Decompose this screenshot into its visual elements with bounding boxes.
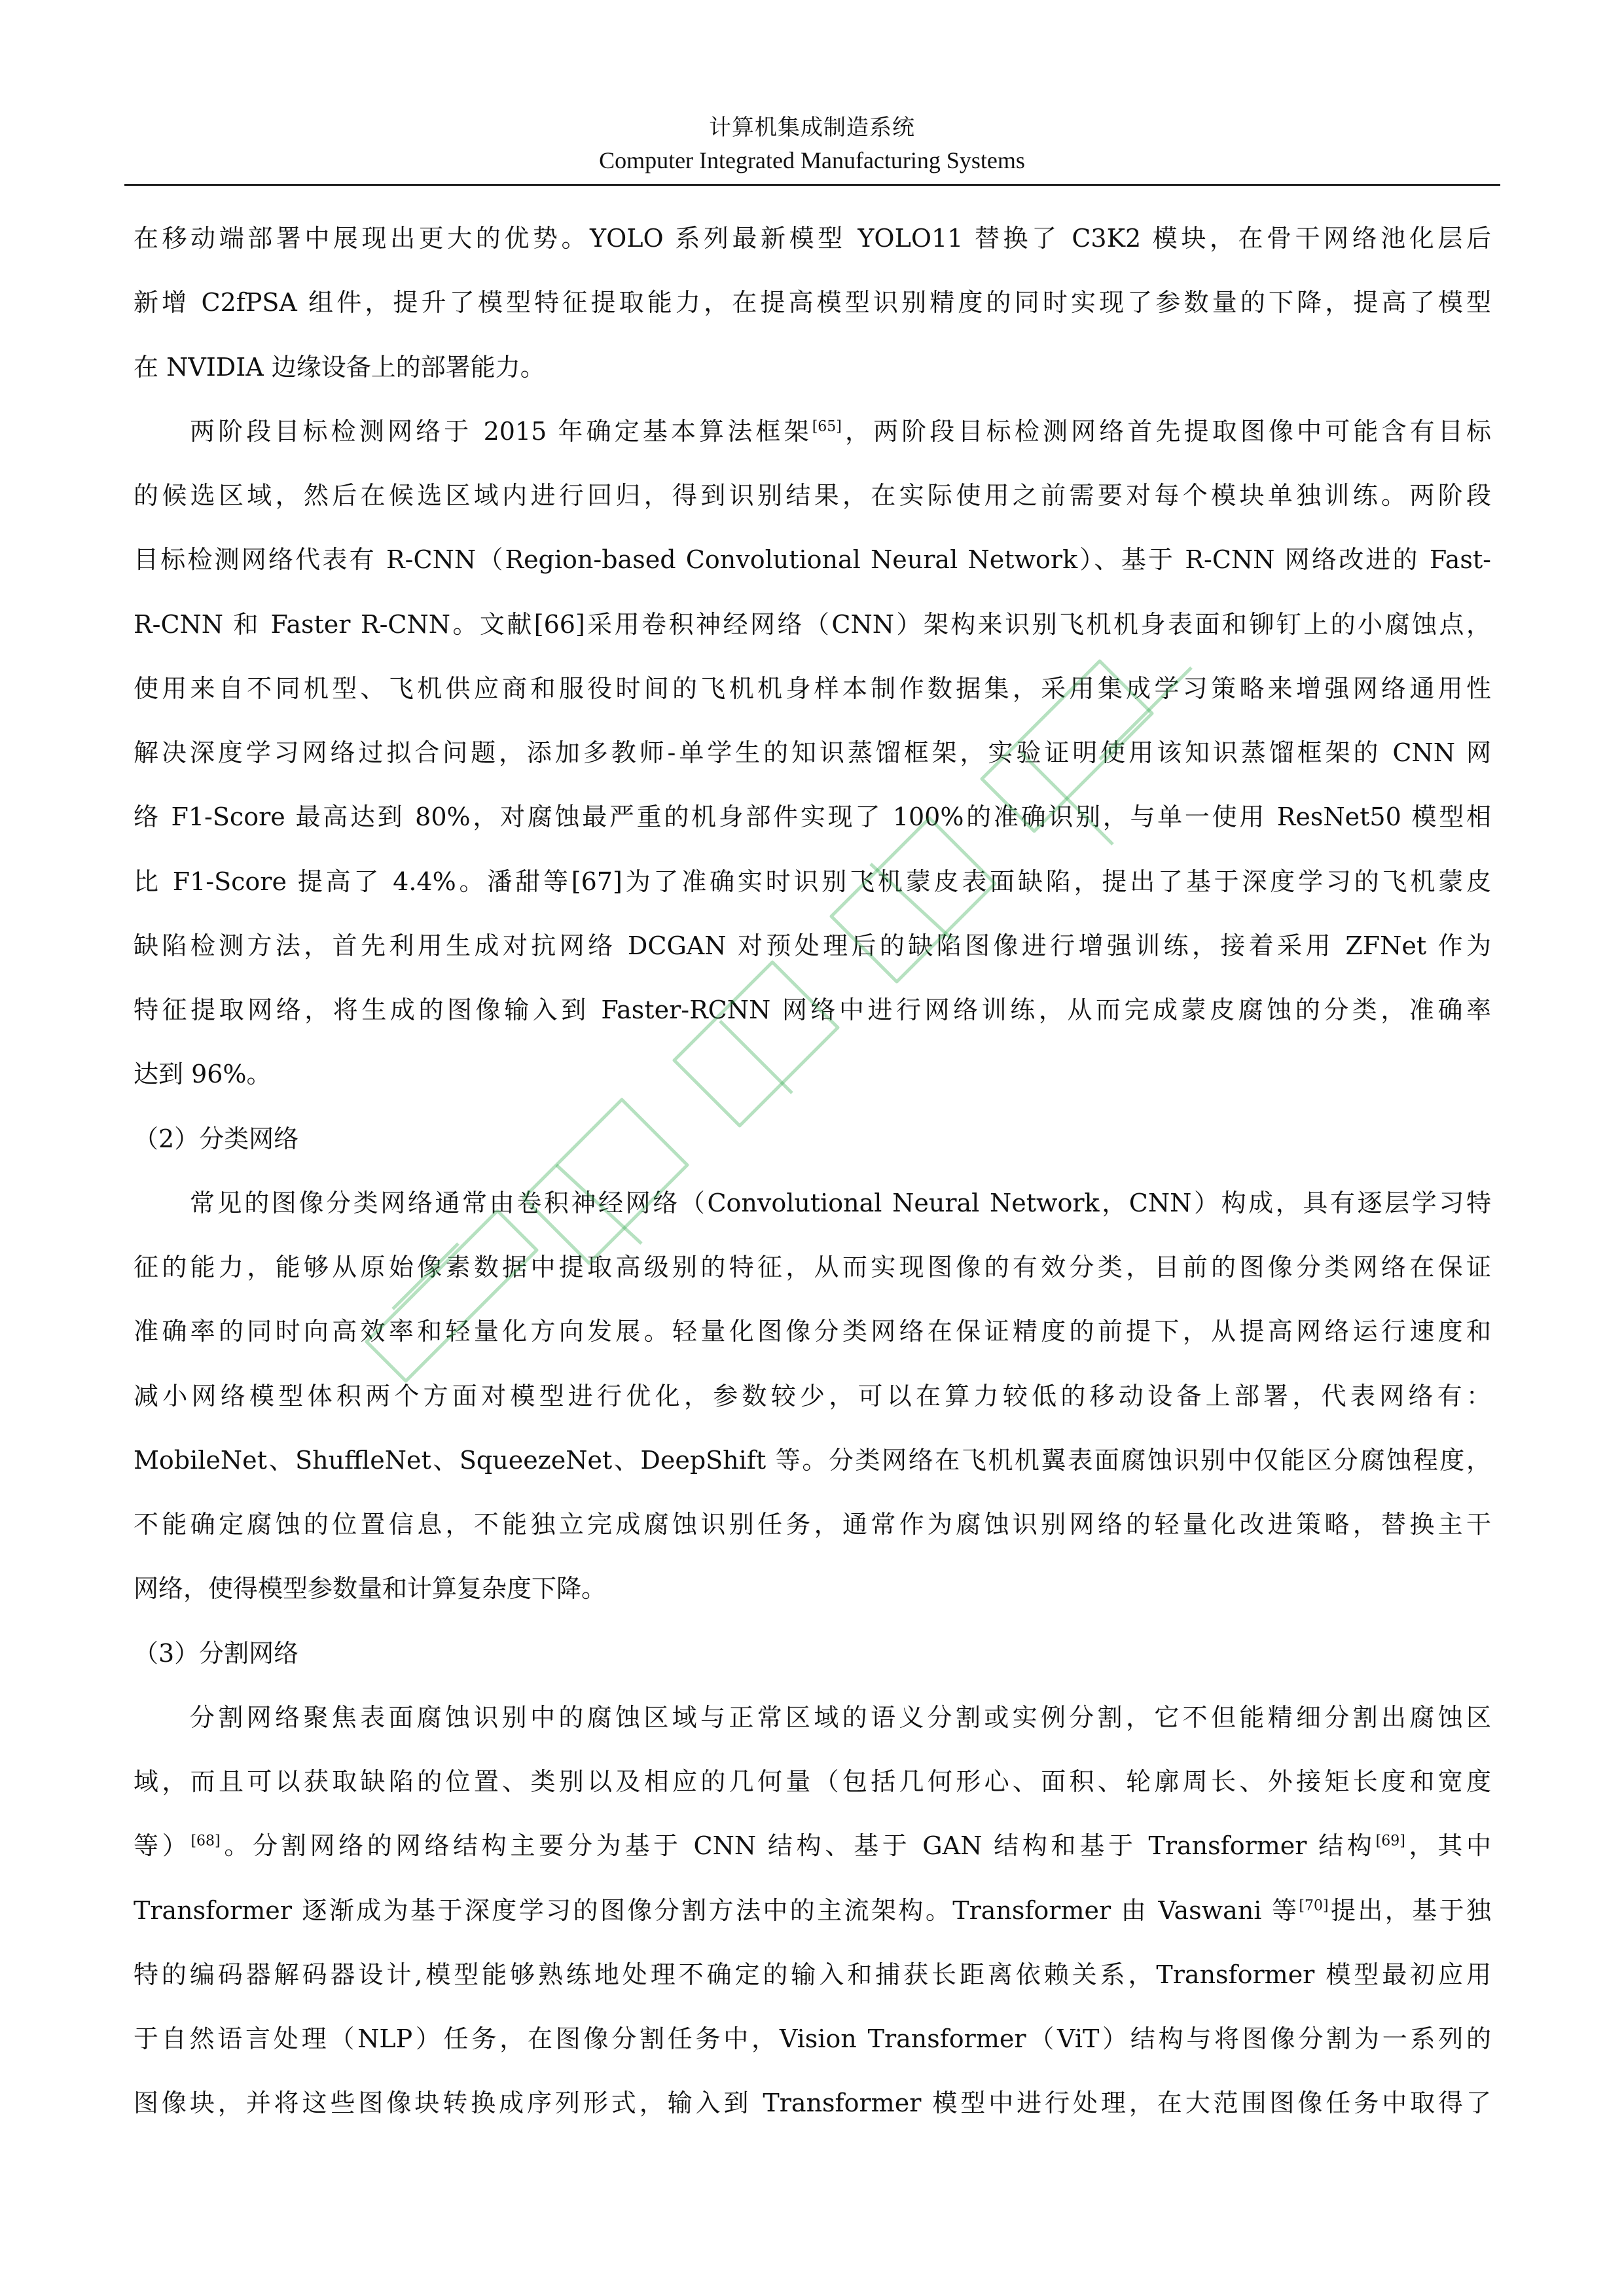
text-line <box>134 726 1491 779</box>
line-text: 在移动端部署中展现出更大的优势。YOLO 系列最新模型 YOLO11 替换了 C3K2 模块，在骨干网络池化层后 <box>134 224 1491 253</box>
text-line <box>134 1948 1491 2001</box>
line-text: 常见的图像分类网络通常由卷积神经网络（Convolutional Neural Network，CNN）构成，具有逐层学习特 <box>190 1188 1491 1217</box>
text-line <box>134 2013 1491 2065</box>
line-text: 两阶段目标检测网络于 2015 年确定基本算法框架 <box>190 416 812 446</box>
line-text: （2）分类网络 <box>134 1124 299 1153</box>
text-line <box>134 855 1491 908</box>
text-line <box>134 1305 1491 1357</box>
text-line <box>134 2077 1491 2129</box>
text-line <box>134 1627 298 1679</box>
text-line <box>190 405 1491 457</box>
text-line <box>134 791 1491 843</box>
text-line <box>134 276 1491 329</box>
line-text: 缺陷检测方法，首先利用生成对抗网络 DCGAN 对预处理后的缺陷图像进行增强训练，接着采用 ZFNet 作为 <box>134 931 1491 960</box>
line-text: 网络，使得模型参数量和计算复杂度下降。 <box>134 1574 607 1604</box>
text-line <box>134 1755 1491 1808</box>
header-divider <box>124 184 1500 186</box>
text-line <box>134 212 1491 264</box>
line-text: 特征提取网络，将生成的图像输入到 Faster-RCNN 网络中进行网络训练，从而完成蒙皮腐蚀的分类，准确率 <box>134 996 1491 1024</box>
text-line <box>134 1048 272 1100</box>
text-line <box>134 1884 1491 1937</box>
line-text: 征的能力，能够从原始像素数据中提取高级别的特征，从而实现图像的有效分类，目前的图像分类网络在保证 <box>134 1253 1491 1282</box>
line-text: 特的编码器解码器设计,模型能够熟练地处理不确定的输入和捕获长距离依赖关系，Transformer 模型最初应用 <box>134 1960 1491 1989</box>
line-text: 解决深度学习网络过拟合问题，添加多教师-单学生的知识蒸馏框架，实验证明使用该知识蒸馏框架的 CNN 网 <box>134 738 1491 767</box>
line-text: Transformer 逐渐成为基于深度学习的图像分割方法中的主流架构。Transformer 由 Vaswani 等 <box>134 1895 1299 1925</box>
line-text: ，其中 <box>1405 1831 1491 1861</box>
text-line <box>134 533 1491 586</box>
line-text: 使用来自不同机型、飞机供应商和服役时间的飞机机身样本制作数据集，采用集成学习策略来增强网络通用性 <box>134 673 1491 703</box>
text-line <box>134 1562 606 1615</box>
journal-title-zh: 计算机集成制造系统 <box>709 115 915 141</box>
line-text: 达到 96%。 <box>134 1060 272 1089</box>
citation-ref: [68] <box>190 1833 221 1850</box>
text-line <box>134 662 1491 715</box>
line-text: 等） <box>134 1831 191 1861</box>
text-line <box>134 1434 1491 1486</box>
text-line <box>190 1177 1491 1229</box>
text-line <box>134 469 1491 522</box>
line-text: 不能确定腐蚀的位置信息，不能独立完成腐蚀识别任务，通常作为腐蚀识别网络的轻量化改进策略，替换主干 <box>134 1510 1491 1539</box>
citation-ref: [65] <box>812 418 842 435</box>
line-text: 减小网络模型体积两个方面对模型进行优化，参数较少，可以在算力较低的移动设备上部署，代表网络有： <box>134 1381 1491 1410</box>
line-text: 准确率的同时向高效率和轻量化方向发展。轻量化图像分类网络在保证精度的前提下，从提高网络运行速度和 <box>134 1317 1491 1346</box>
line-text: 新增 C2fPSA 组件，提升了模型特征提取能力，在提高模型识别精度的同时实现了参数量的下降，提高了模型 <box>134 288 1491 317</box>
citation-ref: [70] <box>1299 1897 1329 1914</box>
line-text: 目标检测网络代表有 R-CNN（Region-based Convolutional Neural Network）、基于 R-CNN 网络改进的 Fast- <box>134 545 1491 575</box>
text-line <box>134 1820 1491 1872</box>
line-text: 图像块，并将这些图像块转换成序列形式，输入到 Transformer 模型中进行处理，在大范围图像任务中取得了 <box>134 2089 1491 2118</box>
text-line <box>134 598 1491 651</box>
journal-title-en: Computer Integrated Manufacturing Systems <box>599 147 1025 173</box>
line-text: 于自然语言处理（NLP）任务，在图像分割任务中，Vision Transformer（ViT）结构与将图像分割为一系列的 <box>134 2024 1491 2053</box>
line-text: 在 NVIDIA 边缘设备上的部署能力。 <box>134 352 545 382</box>
line-text: 的候选区域，然后在候选区域内进行回归，得到识别结果，在实际使用之前需要对每个模块单独训练。两阶段 <box>134 481 1491 510</box>
line-text: R-CNN 和 Faster R-CNN。文献[66]采用卷积神经网络（CNN）架构来识别飞机机身表面和铆钉上的小腐蚀点， <box>134 609 1491 639</box>
line-text: ，两阶段目标检测网络首先提取图像中可能含有目标 <box>841 416 1491 446</box>
text-line <box>134 341 545 393</box>
line-text: 络 F1-Score 最高达到 80%，对腐蚀最严重的机身部件实现了 100%的准确识别，与单一使用 ResNet50 模型相 <box>134 802 1491 832</box>
line-text: 比 F1-Score 提高了 4.4%。潘甜等[67]为了准确实时识别飞机蒙皮表面缺陷，提出了基于深度学习的飞机蒙皮 <box>134 867 1491 896</box>
line-text: 域，而且可以获取缺陷的位置、类别以及相应的几何量（包括几何形心、面积、轮廓周长、外接矩长度和宽度 <box>134 1767 1491 1796</box>
text-line <box>134 1113 298 1165</box>
line-text: 。分割网络的网络结构主要分为基于 CNN 结构、基于 GAN 结构和基于 Transformer 结构 <box>220 1831 1376 1861</box>
text-line <box>190 1691 1491 1744</box>
text-line <box>134 1370 1491 1422</box>
line-text: （3）分割网络 <box>134 1638 299 1668</box>
line-text: MobileNet、ShuffleNet、SqueezeNet、DeepShift 等。分类网络在飞机机翼表面腐蚀识别中仅能区分腐蚀程度， <box>134 1445 1491 1475</box>
text-line <box>134 984 1491 1036</box>
text-line <box>134 1241 1491 1293</box>
text-line <box>134 1498 1491 1551</box>
text-line <box>134 920 1491 972</box>
citation-ref: [69] <box>1375 1833 1405 1850</box>
line-text: 提出，基于独 <box>1328 1895 1491 1925</box>
line-text: 分割网络聚焦表面腐蚀识别中的腐蚀区域与正常区域的语义分割或实例分割，它不但能精细分割出腐蚀区 <box>190 1702 1491 1732</box>
